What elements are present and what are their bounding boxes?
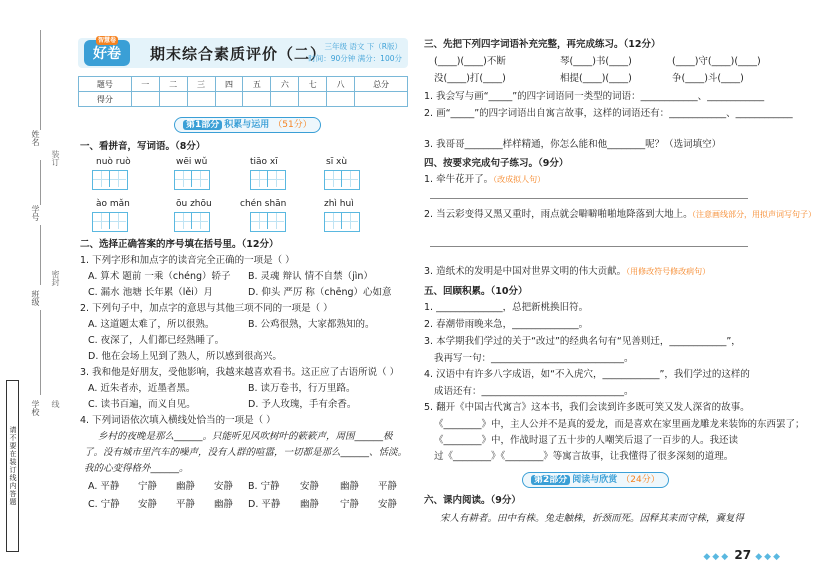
score-cell: 二 <box>159 77 187 92</box>
part-number: 第2部分 <box>531 475 570 485</box>
seal-text: 线 <box>51 400 60 408</box>
part-points: （51分） <box>273 120 312 130</box>
passage-line: 乡村的夜晚是那么______。只能听见风吹树叶的簌簌声，周围______极 <box>98 431 393 442</box>
score-cell: 总分 <box>355 77 408 92</box>
option-word: 宁静 <box>138 481 158 492</box>
right-column <box>424 0 816 569</box>
pinyin: nuò ruò <box>96 157 131 167</box>
pinyin: ào mǎn <box>96 199 130 209</box>
idiom-blank[interactable]: 没(____)打(____) <box>434 73 506 84</box>
option[interactable]: D. 予人玫瑰，手有余香。 <box>248 399 357 410</box>
passage-line: 我的心变得格外______。 <box>84 463 189 474</box>
pinyin: ōu zhōu <box>176 199 212 209</box>
option[interactable]: B. 公鸡很熟，大家都熟知的。 <box>248 319 375 330</box>
score-cell: 六 <box>271 77 299 92</box>
score-row-header <box>79 77 408 92</box>
option[interactable]: B. 宁静 <box>248 481 280 492</box>
section3-title: 三、先把下列四字词语补充完整，再完成练习。（12分） <box>424 39 661 50</box>
char-grid[interactable] <box>92 170 128 190</box>
pinyin: zhì huì <box>324 199 354 209</box>
question: 2. 春潮带雨晚来急，______________。 <box>424 319 589 330</box>
option-word: 平静 <box>378 481 398 492</box>
score-input[interactable] <box>327 92 355 107</box>
exam-title: 期末综合素质评价（二） <box>150 45 327 63</box>
option[interactable]: D. 仰头 严厉 称（chēng）心如意 <box>248 287 392 298</box>
score-input[interactable] <box>215 92 243 107</box>
char-grid[interactable] <box>324 170 360 190</box>
question: 3. 我和他是好朋友，受他影响，我越来越喜欢看书。这正应了古语所说（ ） <box>80 367 400 378</box>
logo-tag: 智慧卷 <box>98 37 117 44</box>
score-cell: 八 <box>327 77 355 92</box>
question: 3. 我哥哥________样样精通，你怎么能和他________呢？（选词填空） <box>424 139 722 150</box>
binding-rule <box>40 225 41 285</box>
exam-header <box>78 38 408 68</box>
score-input[interactable] <box>159 92 187 107</box>
option-word: 幽静 <box>176 481 196 492</box>
question-cont: 《________》中，主人公并不是真的爱龙，而是喜欢在家里画龙雕龙来装饰的东西罢了； <box>434 419 805 430</box>
question: 4. 汉语中有许多八字成语，如“不入虎穴，____________”，我们学过的这样的 <box>424 369 750 380</box>
part-name: 阅读与欣赏 <box>572 475 618 485</box>
score-input[interactable] <box>271 92 299 107</box>
question-cont: 过《________》《________》等寓言故事，让我懂得了很多深刻的道理。 <box>434 451 734 462</box>
question-hint: （改成拟人句） <box>493 175 546 184</box>
page-number <box>703 548 782 562</box>
option-word: 平静 <box>176 499 196 510</box>
score-table <box>78 76 408 107</box>
option[interactable]: A. 近朱者赤，近墨者黑。 <box>88 383 196 394</box>
page-number-text: 27 <box>734 548 752 562</box>
score-input[interactable] <box>355 92 408 107</box>
score-cell: 五 <box>243 77 271 92</box>
binding-warning: 请不要在装订线内答题 <box>6 380 19 552</box>
option[interactable]: B. 灵魂 辩认 情不自禁（jìn） <box>248 271 373 282</box>
option-word: 幽静 <box>340 481 360 492</box>
option[interactable]: A. 平静 <box>88 481 120 492</box>
question-text: 1. 牵牛花开了。 <box>424 174 494 185</box>
binding-rule <box>40 30 41 130</box>
answer-line[interactable] <box>430 198 748 199</box>
char-grid[interactable] <box>250 212 286 232</box>
idiom-blank[interactable]: (____)守(____)(____) <box>672 56 761 67</box>
question-hint: （注意画线部分，用拟声词写句子） <box>688 210 816 219</box>
question: 5. 翻开《中国古代寓言》这本书，我们会读到许多既可笑又发人深省的故事。 <box>424 402 750 413</box>
seal-text: 密封 <box>51 270 60 286</box>
binding-rule <box>40 160 41 205</box>
option[interactable]: D. 他在会场上见到了熟人，所以感到很高兴。 <box>88 351 282 362</box>
left-column <box>78 0 408 569</box>
seal-text: 装订 <box>51 150 60 166</box>
idiom-blank[interactable]: 相提(____)(____) <box>560 73 632 84</box>
question: 1. 下列字形和加点字的读音完全正确的一项是（ ） <box>80 255 295 266</box>
option-word: 安静 <box>138 499 158 510</box>
score-cell: 四 <box>215 77 243 92</box>
question-cont: 我再写一句：____________________________。 <box>434 353 634 364</box>
option-word: 安静 <box>378 499 398 510</box>
option[interactable]: C. 读书百遍，而义自见。 <box>88 399 196 410</box>
option[interactable]: C. 宁静 <box>88 499 120 510</box>
score-cell: 一 <box>131 77 159 92</box>
score-cell: 题号 <box>79 77 132 92</box>
section2-title: 二、选择正确答案的序号填在括号里。（12分） <box>80 239 279 250</box>
passage-line: 宋人有耕者。田中有株。兔走触株，折颈而死。因释其耒而守株，冀复得 <box>440 513 745 524</box>
part-points: （24分） <box>621 475 660 485</box>
idiom-blank[interactable]: (____)(____)不断 <box>434 56 506 67</box>
grade-subject: 三年级 语文 下（R版） <box>324 42 402 51</box>
school-label: 学校 <box>31 400 40 416</box>
part1-banner <box>174 117 321 133</box>
page-dots: ◆◆◆ <box>755 552 782 562</box>
score-cell: 七 <box>299 77 327 92</box>
question: 2. 下列句子中，加点字的意思与其他三项不同的一项是（ ） <box>80 303 333 314</box>
char-grid[interactable] <box>250 170 286 190</box>
binding-rule <box>40 310 41 395</box>
question: 2. 画“_____”的四字词语出自寓言故事，这样的词语还有：____________、____________ <box>424 108 793 119</box>
score-input[interactable] <box>243 92 271 107</box>
option-word: 幽静 <box>300 499 320 510</box>
question: 1. ______________，总把新桃换旧符。 <box>424 302 589 313</box>
score-input[interactable] <box>299 92 327 107</box>
idiom-blank[interactable]: 争(____)斗(____) <box>672 73 744 84</box>
option-word: 安静 <box>300 481 320 492</box>
score-input[interactable] <box>131 92 159 107</box>
char-grid[interactable] <box>174 170 210 190</box>
section4-title: 四、按要求完成句子练习。（9分） <box>424 158 569 169</box>
pinyin: tiāo xī <box>250 157 278 167</box>
part-number: 第1部分 <box>183 120 222 130</box>
section6-title: 六、课内阅读。（9分） <box>424 495 521 506</box>
question <box>424 173 545 186</box>
option[interactable]: A. 算术 题前 一乘（chéng）轿子 <box>88 271 231 282</box>
brand-logo <box>84 37 130 66</box>
question: 4. 下列词语依次填入横线处恰当的一项是（ ） <box>80 415 276 426</box>
id-label: 学号 <box>31 205 40 221</box>
question: 2. 当云彩变得又黑又重时，雨点就会噼噼啪啪地降落到大地上。 <box>424 209 693 220</box>
pinyin: chén shān <box>240 199 287 209</box>
name-label: 姓名 <box>31 130 40 146</box>
score-cell: 三 <box>187 77 215 92</box>
class-label: 班级 <box>31 290 40 306</box>
score-cell: 得分 <box>79 92 132 107</box>
time-score: 时间：90分钟 满分：100分 <box>308 54 402 63</box>
part-name: 积累与运用 <box>224 120 270 130</box>
option[interactable]: A. 这道题太难了，所以很熟。 <box>88 319 215 330</box>
pinyin: sī xù <box>326 157 348 167</box>
passage-line: 了。没有城市里汽车的噪声，没有人群的喧嚣，一切都是那么______、恬淡。 <box>84 447 408 458</box>
binding-strip <box>0 0 72 569</box>
option[interactable]: B. 读万卷书，行万里路。 <box>248 383 356 394</box>
question-cont: 成语还有：______________________________。 <box>434 386 634 397</box>
section1-title: 一、看拼音，写词语。（8分） <box>80 141 206 152</box>
logo-text: 好卷 <box>93 46 121 62</box>
idiom-blank[interactable]: 琴(____)书(____) <box>560 56 632 67</box>
part2-banner <box>522 472 669 488</box>
question-text: 3. 造纸术的发明是中国对世界文明的伟大贡献。 <box>424 266 627 277</box>
page-dots: ◆◆◆ <box>703 552 731 562</box>
exam-meta <box>308 41 402 65</box>
char-grid[interactable] <box>92 212 128 232</box>
option-word: 宁静 <box>340 499 360 510</box>
option[interactable]: C. 夜深了，人们都已经熟睡了。 <box>88 335 225 346</box>
question-hint: （用修改符号修改病句） <box>626 267 711 276</box>
section5-title: 五、回顾积累。（10分） <box>424 286 528 297</box>
option[interactable]: C. 漏水 池塘 长年累（lěi）月 <box>88 287 213 298</box>
pinyin: wēi wǔ <box>176 157 208 167</box>
char-grid[interactable] <box>324 212 360 232</box>
option-word: 幽静 <box>214 499 234 510</box>
question-cont: 《________》中，作战时退了五十步的人嘲笑后退了一百步的人。我还读 <box>434 435 739 446</box>
option[interactable]: D. 平静 <box>248 499 281 510</box>
option-word: 安静 <box>214 481 234 492</box>
char-grid[interactable] <box>174 212 210 232</box>
answer-line[interactable] <box>430 246 748 247</box>
question <box>424 265 710 278</box>
score-row-values <box>79 92 408 107</box>
question: 1. 我会写与画“_____”的四字词语同一类型的词语：____________、____________ <box>424 91 765 102</box>
score-input[interactable] <box>187 92 215 107</box>
question: 3. 本学期我们学过的关于“改过”的经典名句有“见善则迁，____________”， <box>424 336 741 347</box>
